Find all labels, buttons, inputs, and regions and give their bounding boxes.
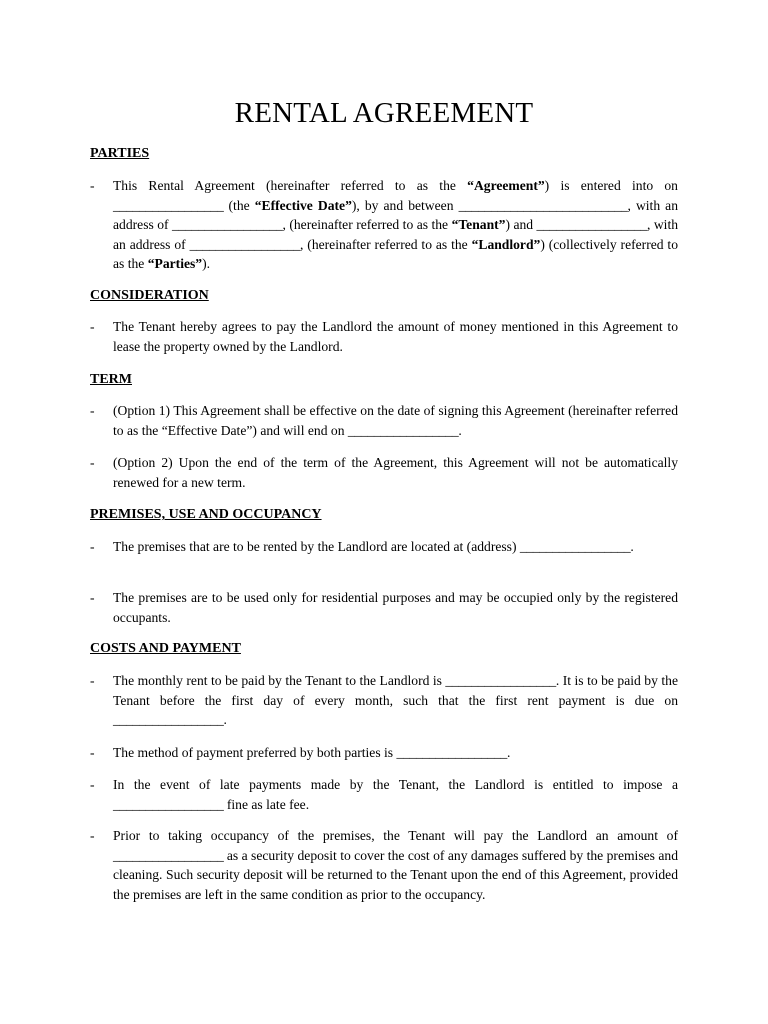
bullet-dash: - (90, 455, 95, 470)
list-item (90, 743, 678, 763)
text-run: The monthly rent to be paid by the Tenant to the Landlord is (113, 673, 446, 688)
bullet-dash: - (90, 319, 95, 334)
text-run: ), by and between (351, 197, 459, 213)
section-heading-term: TERM (90, 372, 132, 387)
bullet-dash: - (90, 178, 95, 193)
list-item (90, 317, 678, 356)
monthly-rent-paragraph (113, 671, 678, 730)
parties-paragraph (113, 176, 678, 274)
blank-line: _________________ (519, 539, 631, 554)
text-run: , (hereinafter referred to as the (282, 217, 452, 232)
premises-use-paragraph: The premises are to be used only for residential purposes and may be occupied only by the registered occupants. (113, 590, 678, 625)
blank-line: _________________ (189, 236, 301, 252)
defined-term-landlord: “Landlord” (471, 236, 541, 252)
premises-address-paragraph (113, 537, 678, 557)
blank-line: _________________ (113, 712, 224, 727)
bullet-dash: - (90, 590, 95, 605)
section-heading-costs: COSTS AND PAYMENT (90, 641, 241, 656)
text-run: , with an address of (113, 197, 679, 232)
blank-line: _________________ (113, 847, 224, 863)
payment-method-paragraph (113, 743, 678, 763)
text-run: ). (202, 256, 211, 271)
text-run: ) and (505, 217, 537, 232)
text-run: as a security deposit to cover the cost of any damages suffered by the premises and cleaning. Such security deposit will be returned to the Tenant upon the end of this Agreement, provided the premises are left in the same condition as prior to the occupancy. (113, 847, 678, 902)
text-run: fine as late fee. (223, 796, 310, 812)
section-heading-premises: PREMISES, USE AND OCCUPANCY (90, 507, 322, 522)
term-option-1-paragraph (113, 401, 678, 440)
defined-term-effective-date: “Effective Date” (254, 197, 352, 213)
document-title: RENTAL AGREEMENT (234, 97, 534, 129)
text-run: . (630, 539, 634, 554)
list-item (90, 775, 678, 814)
blank-line: __________________________ (458, 197, 628, 213)
text-run: (the (223, 197, 255, 213)
list-item (90, 176, 678, 274)
text-run: The method of payment preferred by both parties is (113, 745, 397, 760)
text-run: ) (collectively referred to as the (113, 236, 678, 271)
blank-line: _________________ (172, 217, 283, 232)
blank-line: _________________ (113, 197, 224, 213)
defined-term-agreement: “Agreement” (467, 178, 545, 193)
blank-line: _________________ (396, 745, 507, 760)
blank-line: _________________ (445, 673, 556, 688)
text-run: , (hereinafter referred to as the (300, 236, 472, 252)
list-item (90, 588, 678, 627)
list-item (90, 537, 678, 557)
text-run: , with an address of (113, 217, 679, 252)
text-run: ) is entered into on (544, 178, 678, 193)
consideration-paragraph: The Tenant hereby agrees to pay the Landlord the amount of money mentioned in this Agreement to lease the property owned by the Landlord. (113, 319, 678, 354)
bullet-dash: - (90, 539, 95, 554)
list-item (90, 826, 678, 904)
text-run: (Option 1) This Agreement shall be effective on the date of signing this Agreement (hereinafter referred to as the “Effective Date”) and will end on (113, 403, 678, 438)
section-heading-consideration: CONSIDERATION (90, 288, 209, 303)
defined-term-tenant: “Tenant” (451, 217, 506, 232)
bullet-dash: - (90, 777, 95, 792)
list-item (90, 453, 678, 492)
section-heading-parties: PARTIES (90, 146, 150, 161)
list-item (90, 401, 678, 440)
text-run: In the event of late payments made by the Tenant, the Landlord is entitled to impose a (113, 777, 678, 792)
bullet-dash: - (90, 403, 95, 418)
list-item (90, 671, 678, 730)
text-run: Prior to taking occupancy of the premises, the Tenant will pay the Landlord an amount of (113, 828, 678, 843)
security-deposit-paragraph (113, 826, 678, 904)
defined-term-parties: “Parties” (147, 256, 203, 271)
bullet-dash: - (90, 745, 95, 760)
text-run: . It is to be paid by the Tenant before the first day of every month, such that the first rent payment is due on (113, 673, 678, 708)
text-run: . (223, 712, 227, 727)
text-run: This Rental Agreement (hereinafter referred to as the (113, 178, 468, 193)
text-run: . (458, 422, 462, 438)
term-option-2-paragraph: (Option 2) Upon the end of the term of the Agreement, this Agreement will not be automatically renewed for a new term. (113, 455, 678, 490)
blank-line: _________________ (113, 796, 224, 812)
late-fee-paragraph (113, 775, 678, 814)
blank-line: _________________ (536, 217, 647, 232)
bullet-dash: - (90, 673, 95, 688)
text-run: The premises that are to be rented by the Landlord are located at (address) (113, 539, 520, 554)
blank-line: _________________ (347, 422, 459, 438)
bullet-dash: - (90, 828, 95, 843)
text-run: . (506, 745, 511, 760)
